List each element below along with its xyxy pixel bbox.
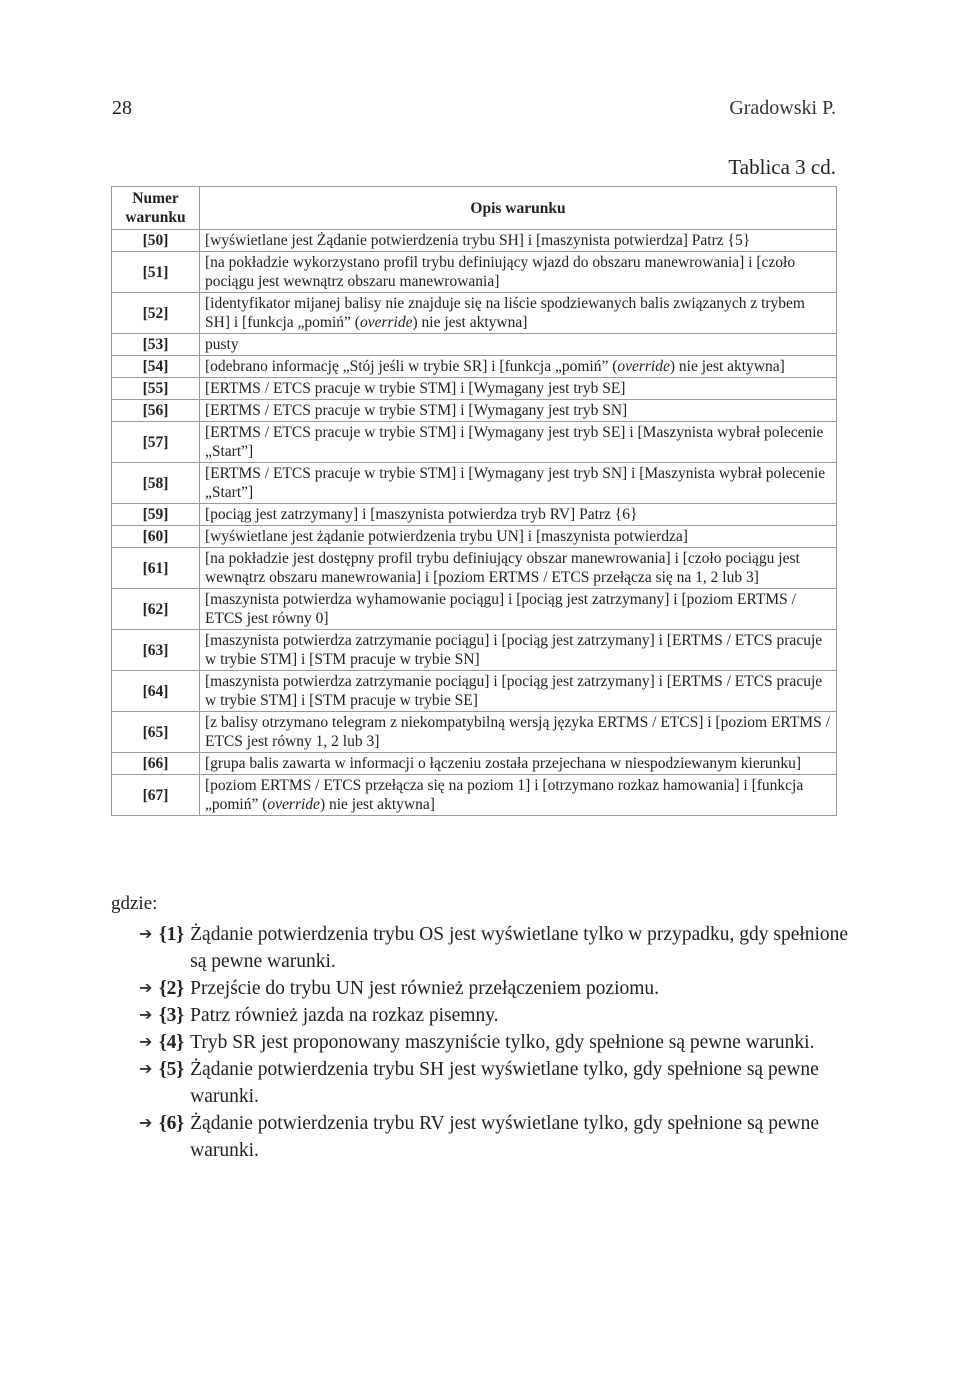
running-header-author: Gradowski P.	[729, 97, 836, 119]
condition-description: [ERTMS / ETCS pracuje w trybie STM] i [Wymagany jest tryb SE]	[200, 378, 837, 400]
condition-number: [55]	[112, 378, 200, 400]
override-term: override	[617, 358, 670, 375]
table-row	[112, 504, 837, 526]
note-item	[111, 1029, 851, 1056]
condition-description: pusty	[200, 334, 837, 356]
note-item	[111, 1002, 851, 1029]
note-text: Żądanie potwierdzenia trybu RV jest wyświetlane tylko, gdy spełnione są pewne warunki.	[190, 1113, 820, 1161]
table-row	[112, 630, 837, 671]
condition-description: [maszynista potwierdza zatrzymanie pociągu] i [pociąg jest zatrzymany] i [ERTMS / ETCS pracuje w trybie STM] i [STM pracuje w trybie SE]	[200, 671, 837, 712]
condition-description: [ERTMS / ETCS pracuje w trybie STM] i [Wymagany jest tryb SN]	[200, 400, 837, 422]
table-row	[112, 230, 837, 252]
table-row	[112, 671, 837, 712]
table-caption: Tablica 3 cd.	[728, 155, 836, 179]
page-number: 28	[112, 97, 132, 119]
arrow-right-icon: ➔	[139, 1007, 153, 1024]
condition-description: [maszynista potwierdza wyhamowanie pociągu] i [pociąg jest zatrzymany] i [poziom ERTMS / ETCS jest równy 0]	[200, 589, 837, 630]
condition-number: [51]	[112, 252, 200, 293]
table-row	[112, 422, 837, 463]
column-header-number: Numer warunku	[112, 187, 200, 230]
note-reference: {4}	[159, 1032, 185, 1053]
condition-number: [60]	[112, 526, 200, 548]
table-row	[112, 712, 837, 753]
condition-number: [52]	[112, 293, 200, 334]
table-row	[112, 252, 837, 293]
note-text: Żądanie potwierdzenia trybu OS jest wyświetlane tylko w przypadku, gdy spełnione są pewne warunki.	[190, 924, 849, 972]
description-part: [odebrano informację „Stój jeśli w trybie SR] i [funkcja „pomiń” (	[205, 358, 618, 375]
condition-number: [54]	[112, 356, 200, 378]
condition-number: [59]	[112, 504, 200, 526]
table-row	[112, 356, 837, 378]
table-row	[112, 400, 837, 422]
condition-description	[200, 775, 837, 816]
table-row	[112, 334, 837, 356]
arrow-right-icon: ➔	[139, 1061, 153, 1078]
note-item	[111, 921, 851, 975]
arrow-right-icon: ➔	[139, 1034, 153, 1051]
condition-description: [z balisy otrzymano telegram z niekompatybilną wersją języka ERTMS / ETCS] i [poziom ERTMS / ETCS jest równy 1, 2 lub 3]	[200, 712, 837, 753]
note-text: Przejście do trybu UN jest również przełączeniem poziomu.	[190, 978, 660, 999]
override-term: override	[267, 796, 320, 813]
description-part: ) nie jest aktywna]	[669, 358, 785, 375]
table-row	[112, 463, 837, 504]
note-reference: {3}	[159, 1005, 185, 1026]
condition-description: [grupa balis zawarta w informacji o łączeniu została przejechana w niespodziewanym kierunku]	[200, 753, 837, 775]
condition-number: [67]	[112, 775, 200, 816]
note-text: Patrz również jazda na rozkaz pisemny.	[190, 1005, 499, 1026]
notes-list	[111, 921, 851, 1164]
condition-description: [na pokładzie jest dostępny profil trybu definiujący obszar manewrowania] i [czoło pociągu jest wewnątrz obszaru manewrowania] i [poziom ERTMS / ETCS przełącza się na 1, 2 lub 3]	[200, 548, 837, 589]
condition-number: [50]	[112, 230, 200, 252]
condition-number: [56]	[112, 400, 200, 422]
note-reference: {2}	[159, 978, 185, 999]
notes-section	[111, 893, 851, 1164]
condition-description	[200, 293, 837, 334]
condition-number: [63]	[112, 630, 200, 671]
table-row	[112, 753, 837, 775]
table-row	[112, 775, 837, 816]
note-reference: {5}	[159, 1059, 185, 1080]
condition-number: [61]	[112, 548, 200, 589]
override-term: override	[359, 314, 413, 331]
note-item	[111, 1110, 851, 1164]
note-item	[111, 975, 851, 1002]
condition-description: [maszynista potwierdza zatrzymanie pociągu] i [pociąg jest zatrzymany] i [ERTMS / ETCS pracuje w trybie STM] i [STM pracuje w trybie SN]	[200, 630, 837, 671]
column-header-description: Opis warunku	[200, 187, 837, 230]
table-row	[112, 378, 837, 400]
condition-description: [wyświetlane jest Żądanie potwierdzenia trybu SH] i [maszynista potwierdza] Patrz {5}	[200, 230, 837, 252]
condition-number: [57]	[112, 422, 200, 463]
condition-number: [66]	[112, 753, 200, 775]
condition-description	[200, 356, 837, 378]
table-row	[112, 548, 837, 589]
condition-number: [53]	[112, 334, 200, 356]
condition-description: [wyświetlane jest żądanie potwierdzenia trybu UN] i [maszynista potwierdza]	[200, 526, 837, 548]
table-header-row	[112, 187, 837, 230]
table-row	[112, 293, 837, 334]
table-row	[112, 526, 837, 548]
note-reference: {6}	[159, 1113, 185, 1134]
description-part: [poziom ERTMS / ETCS przełącza się na poziom 1] i [otrzymano rozkaz hamowania] i [funkcja „pomiń” (	[205, 777, 804, 813]
conditions-table	[111, 186, 837, 816]
description-part: [identyfikator mijanej balisy nie znajduje się na liście spodziewanych balis związanych z trybem SH] i [funkcja „pomiń” (	[205, 295, 805, 331]
condition-number: [65]	[112, 712, 200, 753]
arrow-right-icon: ➔	[139, 926, 153, 943]
table-body	[112, 230, 837, 816]
note-reference: {1}	[159, 924, 185, 945]
table-row	[112, 589, 837, 630]
condition-description: [pociąg jest zatrzymany] i [maszynista potwierdza tryb RV] Patrz {6}	[200, 504, 837, 526]
note-text: Tryb SR jest proponowany maszyniście tylko, gdy spełnione są pewne warunki.	[190, 1032, 815, 1053]
description-part: ) nie jest aktywna]	[319, 796, 435, 813]
notes-label: gdzie:	[111, 893, 158, 914]
condition-number: [58]	[112, 463, 200, 504]
description-part: ) nie jest aktywna]	[412, 314, 528, 331]
note-text: Żądanie potwierdzenia trybu SH jest wyświetlane tylko, gdy spełnione są pewne warunki.	[190, 1059, 819, 1107]
arrow-right-icon: ➔	[139, 980, 153, 997]
condition-number: [64]	[112, 671, 200, 712]
condition-description: [na pokładzie wykorzystano profil trybu definiujący wjazd do obszaru manewrowania] i [czoło pociągu jest wewnątrz obszaru manewrowania]	[200, 252, 837, 293]
condition-number: [62]	[112, 589, 200, 630]
condition-description: [ERTMS / ETCS pracuje w trybie STM] i [Wymagany jest tryb SE] i [Maszynista wybrał polecenie „Start”]	[200, 422, 837, 463]
condition-description: [ERTMS / ETCS pracuje w trybie STM] i [Wymagany jest tryb SN] i [Maszynista wybrał polecenie „Start”]	[200, 463, 837, 504]
arrow-right-icon: ➔	[139, 1115, 153, 1132]
note-item	[111, 1056, 851, 1110]
